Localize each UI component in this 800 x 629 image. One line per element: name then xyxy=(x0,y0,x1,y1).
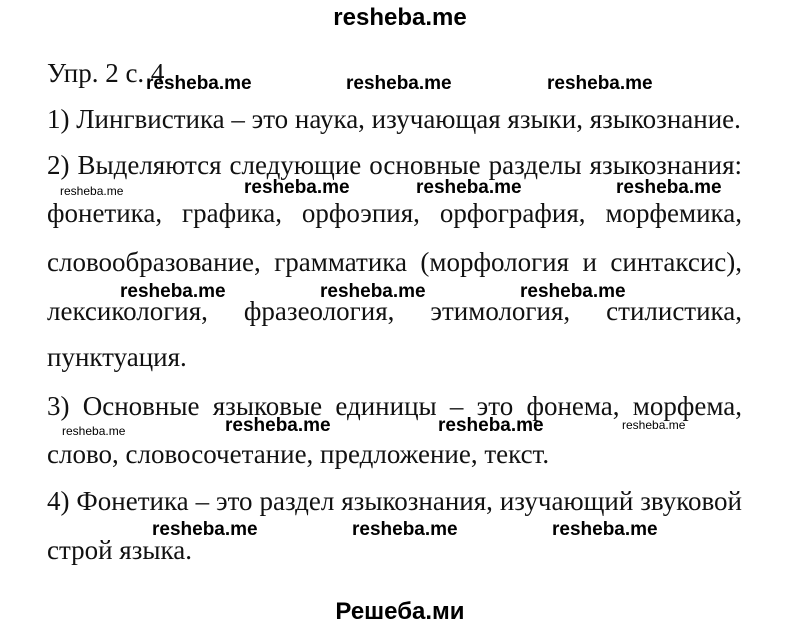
watermark: resheba.me xyxy=(616,177,722,198)
watermark: resheba.me xyxy=(547,73,653,94)
answer-3-line-1: 3) Основные языковые единицы – это фонема, морфема, xyxy=(47,391,742,421)
watermark: resheba.me xyxy=(244,177,350,198)
answer-2-line-4: лексикология, фразеология, этимология, стилистика, xyxy=(47,296,742,326)
watermark: resheba.me xyxy=(146,73,252,94)
watermark: resheba.me xyxy=(152,519,258,540)
watermark: resheba.me xyxy=(520,281,626,302)
answer-3-line-2: слово, словосочетание, предложение, текст. xyxy=(47,439,550,469)
watermark-small: resheba.me xyxy=(60,184,124,198)
exercise-title: Упр. 2 с. 4 xyxy=(47,58,165,88)
answer-2-line-1: 2) Выделяются следующие основные разделы языкознания: xyxy=(47,150,742,180)
answer-2-line-5: пунктуация. xyxy=(47,342,187,372)
footer-watermark: Решеба.ми xyxy=(335,598,465,625)
answer-4-line-2: строй языка. xyxy=(47,535,192,565)
answer-1-line: 1) Лингвистика – это наука, изучающая языки, языкознание. xyxy=(47,104,741,134)
watermark: resheba.me xyxy=(225,415,331,436)
answer-2-line-2: фонетика, графика, орфоэпия, орфография, морфемика, xyxy=(47,198,742,228)
watermark: resheba.me xyxy=(346,73,452,94)
watermark: resheba.me xyxy=(416,177,522,198)
watermark: resheba.me xyxy=(552,519,658,540)
watermark: resheba.me xyxy=(438,415,544,436)
answer-2-line-3: словообразование, грамматика (морфология и синтаксис), xyxy=(47,247,742,277)
watermark-small: resheba.me xyxy=(62,424,126,438)
header-watermark: resheba.me xyxy=(333,4,467,31)
watermark: resheba.me xyxy=(120,281,226,302)
watermark: resheba.me xyxy=(352,519,458,540)
watermark-small: resheba.me xyxy=(622,418,686,432)
watermark: resheba.me xyxy=(320,281,426,302)
answer-4-line-1: 4) Фонетика – это раздел языкознания, изучающий звуковой xyxy=(47,486,742,516)
